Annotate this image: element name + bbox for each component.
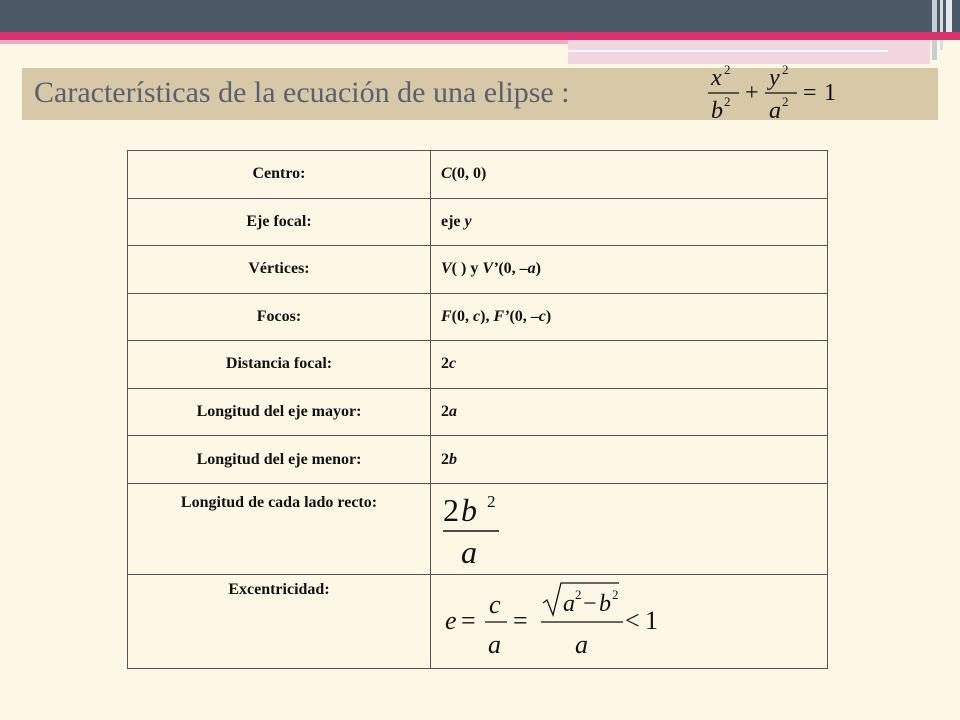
svg-text:a: a bbox=[563, 591, 575, 618]
ellipse-properties-table bbox=[127, 150, 828, 669]
svg-text:=: = bbox=[461, 606, 476, 636]
svg-text:c: c bbox=[489, 590, 501, 620]
svg-text:a: a bbox=[769, 98, 781, 124]
table-row bbox=[128, 341, 828, 389]
svg-text:2: 2 bbox=[612, 587, 619, 603]
table-row bbox=[128, 151, 828, 199]
slide-title: Características de la ecuación de una elipse : bbox=[34, 76, 570, 109]
eccentricity-formula bbox=[441, 579, 671, 663]
svg-text:+: + bbox=[745, 80, 759, 106]
table-row bbox=[128, 293, 828, 341]
svg-text:2: 2 bbox=[575, 587, 582, 603]
table-row bbox=[128, 388, 828, 436]
row-value: F(0, c), F’(0, –c) bbox=[431, 293, 828, 341]
table-row bbox=[128, 198, 828, 246]
svg-text:1: 1 bbox=[645, 606, 658, 636]
row-label: Longitud del eje mayor: bbox=[128, 388, 431, 436]
latus-rectum-formula bbox=[441, 489, 521, 569]
top-bar bbox=[0, 0, 960, 32]
svg-text:=: = bbox=[513, 606, 528, 636]
row-label: Centro: bbox=[128, 151, 431, 199]
svg-text:2: 2 bbox=[443, 491, 459, 528]
decorative-line bbox=[568, 50, 888, 52]
row-label: Distancia focal: bbox=[128, 341, 431, 389]
svg-text:b: b bbox=[711, 98, 723, 124]
row-value: 2a bbox=[431, 388, 828, 436]
svg-text:b: b bbox=[599, 591, 611, 618]
svg-text:2: 2 bbox=[724, 62, 731, 77]
table-row bbox=[128, 483, 828, 574]
svg-text:a: a bbox=[461, 533, 477, 569]
svg-text:a: a bbox=[488, 630, 501, 660]
svg-text:2: 2 bbox=[782, 94, 789, 109]
table-row bbox=[128, 574, 828, 668]
row-label: Excentricidad: bbox=[128, 574, 431, 668]
svg-text:=: = bbox=[803, 80, 817, 106]
svg-text:−: − bbox=[583, 591, 597, 618]
svg-text:a: a bbox=[575, 630, 588, 660]
svg-text:b: b bbox=[461, 491, 477, 528]
svg-text:x: x bbox=[711, 65, 722, 91]
row-label: Longitud del eje menor: bbox=[128, 436, 431, 484]
row-value: C(0, 0) bbox=[431, 151, 828, 199]
row-label: Vértices: bbox=[128, 246, 431, 294]
svg-text:e: e bbox=[445, 606, 457, 636]
svg-text:<: < bbox=[625, 606, 640, 636]
svg-text:2: 2 bbox=[487, 491, 496, 511]
svg-text:1: 1 bbox=[824, 80, 836, 106]
svg-text:y: y bbox=[769, 65, 780, 91]
row-label: Longitud de cada lado recto: bbox=[128, 483, 431, 574]
table-row bbox=[128, 436, 828, 484]
row-value: V( ) y V’(0, –a) bbox=[431, 246, 828, 294]
accent-stripe-light bbox=[0, 40, 568, 44]
row-label: Focos: bbox=[128, 293, 431, 341]
table-row bbox=[128, 246, 828, 294]
row-value: eje y bbox=[431, 198, 828, 246]
accent-stripe bbox=[0, 32, 960, 40]
row-value: 2b bbox=[431, 436, 828, 484]
svg-text:2: 2 bbox=[724, 94, 731, 109]
row-value bbox=[431, 483, 828, 574]
row-value: 2c bbox=[431, 341, 828, 389]
row-label: Eje focal: bbox=[128, 198, 431, 246]
row-value bbox=[431, 574, 828, 668]
svg-text:2: 2 bbox=[782, 62, 789, 77]
accent-stripe-light-right bbox=[568, 40, 930, 64]
title-equation bbox=[705, 62, 845, 124]
